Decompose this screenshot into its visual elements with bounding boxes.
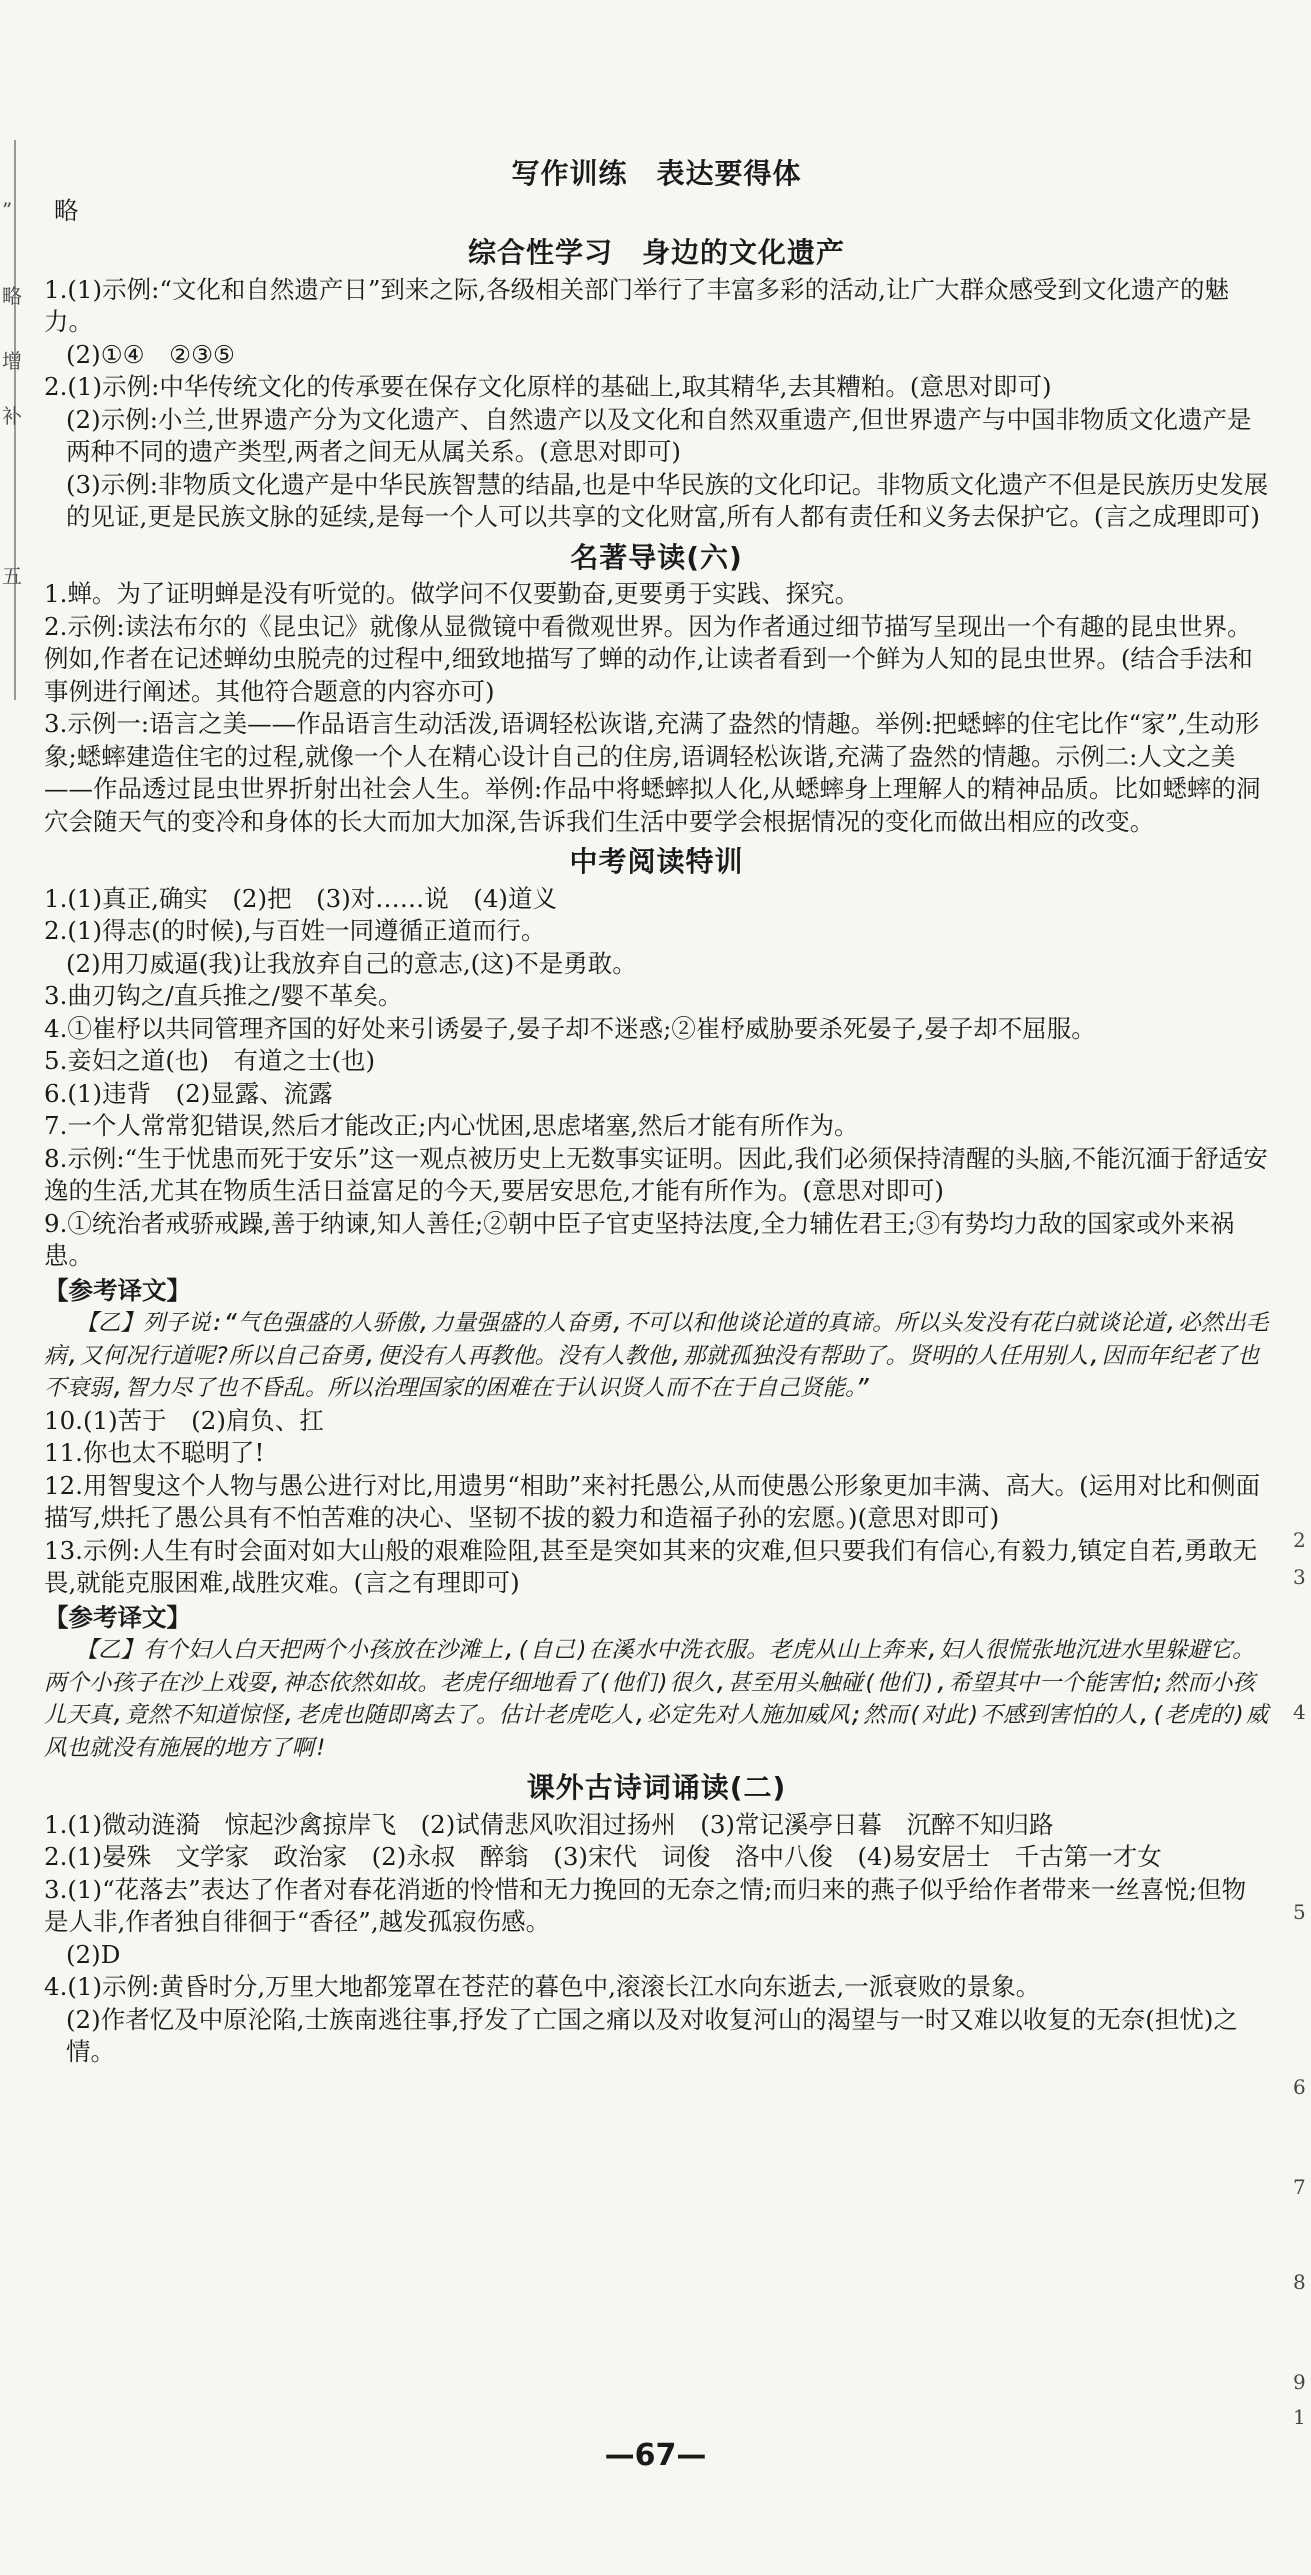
answer-item: 3.曲刃钩之/直兵推之/婴不革矣。 — [44, 981, 403, 1010]
answer-item: 5.妾妇之道(也) 有道之士(也) — [44, 1046, 376, 1075]
right-fragment: 1 — [1293, 2405, 1306, 2429]
answer-item: 13.示例:人生有时会面对如大山般的艰难险阻,甚至是突如其来的灾难,但只要我们有信心,有毅力,镇定自若,勇敢无畏,就能克服困难,战胜灾难。(言之有理即可) — [44, 1535, 1258, 1597]
section-title: 课外古诗词诵读(二) — [526, 1771, 787, 1804]
section-title: 写作训练 表达要得体 — [511, 157, 802, 190]
section-note: 略 — [54, 195, 79, 225]
answer-item: 1.(1)微动涟漪 惊起沙禽掠岸飞 (2)试倩悲风吹泪过扬州 (3)常记溪亭日暮 沉醉不知归路 — [44, 1809, 1054, 1839]
left-fragment: 略 — [2, 284, 22, 308]
right-fragment: 5 — [1293, 1900, 1306, 1924]
section-writing — [44, 158, 1269, 227]
reference-translation-text: 【乙】列子说:“气色强盛的人骄傲,力量强盛的人奋勇,不可以和他谈论道的真谛。所以头发没有花白就谈论道,必然出毛病,又何况行道呢?所以自己奋勇,便没有人再教他。没有人教他,那就孤独没有帮助了。贤明的人任用别人,因而年纪老了也不衰弱,智力尽了也不昏乱。所以治理国家的困难在于认识贤人而不在于自己贤能。” — [44, 1310, 1269, 1401]
section-cultural-heritage — [44, 237, 1269, 534]
section-classic-reading — [44, 542, 1269, 839]
answer-item: (2)①④ ②③⑤ — [66, 339, 236, 369]
right-margin-fragments — [1287, 0, 1311, 2575]
answer-item: 9.①统治者戒骄戒躁,善于纳谏,知人善任;②朝中臣子官吏坚持法度,全力辅佐君王;③有势均力敌的国家或外来祸患。 — [44, 1208, 1235, 1270]
section-title: 名著导读(六) — [570, 540, 743, 574]
answer-item: 6.(1)违背 (2)显露、流露 — [44, 1078, 333, 1108]
right-fragment: 2 — [1293, 1528, 1306, 1552]
reference-translation-text: 【乙】有个妇人白天把两个小孩放在沙滩上,(自己)在溪水中洗衣服。老虎从山上奔来,妇人很慌张地沉进水里躲避它。两个小孩子在沙上戏耍,神态依然如故。老虎仔细地看了(他们)很久,甚至用头触碰(他们),希望其中一个能害怕;然而小孩儿天真,竟然不知道惊怪,老虎也随即离去了。估计老虎吃人,必定先对人施加威风;然而(对此)不感到害怕的人,(老虎的)威风也就没有施展的地方了啊! — [44, 1637, 1269, 1761]
answer-item: (2)D — [66, 1939, 121, 1969]
answer-item: 2.(1)晏殊 文学家 政治家 (2)永叔 醉翁 (3)宋代 词俊 洛中八俊 (4)易安居士 千古第一才女 — [44, 1842, 1162, 1871]
answer-item: 4.(1)示例:黄昏时分,万里大地都笼罩在苍茫的暮色中,滚滚长江水向东逝去,一派衰败的景象。 — [44, 1972, 1041, 2001]
answer-item: 3.示例一:语言之美——作品语言生动活泼,语调轻松诙谐,充满了盎然的情趣。举例:把蟋蟀的住宅比作“家”,生动形象;蟋蟀建造住宅的过程,就像一个人在精心设计自己的住房,语调轻松诙谐,充满了盎然的情趣。示例二:人文之美——作品透过昆虫世界折射出社会人生。举例:作品中将蟋蟀拟人化,从蟋蟀身上理解人的精神品质。比如蟋蟀的洞穴会随天气的变冷和身体的长大而加大加深,告诉我们生活中要学会根据情况的变化而做出相应的改变。 — [44, 709, 1261, 836]
page-number: —67— — [604, 2438, 707, 2473]
answer-item: 2.示例:读法布尔的《昆虫记》就像从显微镜中看微观世界。因为作者通过细节描写呈现出一个有趣的昆虫世界。例如,作者在记述蝉幼虫脱壳的过程中,细致地描写了蝉的动作,让读者看到一个鲜为人知的昆虫世界。(结合手法和事例进行阐述。其他符合题意的内容亦可) — [44, 611, 1253, 706]
section-title: 综合性学习 身边的文化遗产 — [467, 236, 845, 269]
answer-item: (2)示例:小兰,世界遗产分为文化遗产、自然遗产以及文化和自然双重遗产,但世界遗产与中国非物质文化遗产是两种不同的遗产类型,两者之间无从属关系。(意思对即可) — [66, 404, 1252, 466]
answer-item: 8.示例:“生于忧患而死于安乐”这一观点被历史上无数事实证明。因此,我们必须保持清醒的头脑,不能沉湎于舒适安逸的生活,尤其在物质生活日益富足的今天,要居安思危,才能有所作为。(意思对即可) — [44, 1143, 1268, 1205]
answer-key-page — [44, 150, 1269, 2069]
left-fragment: 补 — [2, 404, 22, 428]
right-fragment: 6 — [1293, 2075, 1306, 2099]
answer-item: 1.蝉。为了证明蝉是没有听觉的。做学问不仅要勤奋,更要勇于实践、探究。 — [44, 579, 860, 608]
answer-item: 4.①崔杼以共同管理齐国的好处来引诱晏子,晏子却不迷惑;②崔杼威胁要杀死晏子,晏子却不屈服。 — [44, 1013, 1096, 1043]
right-fragment: 3 — [1293, 1565, 1306, 1589]
answer-item: 10.(1)苦于 (2)肩负、扛 — [44, 1405, 324, 1435]
answer-item: 2.(1)得志(的时候),与百姓一同遵循正道而行。 — [44, 916, 546, 945]
answer-item: 12.用智叟这个人物与愚公进行对比,用遗男“相助”来衬托愚公,从而使愚公形象更加丰满、高大。(运用对比和侧面描写,烘托了愚公具有不怕苦难的决心、坚韧不拔的毅力和造福子孙的宏愿。)(意思对即可) — [44, 1470, 1261, 1532]
reference-translation-label: 【参考译文】 — [44, 1275, 191, 1305]
reference-translation-label: 【参考译文】 — [44, 1602, 191, 1632]
section-title: 中考阅读特训 — [569, 845, 744, 878]
right-fragment: 8 — [1293, 2270, 1306, 2294]
answer-item: (2)用刀威逼(我)让我放弃自己的意志,(这)不是勇敢。 — [66, 948, 637, 978]
answer-item: 3.(1)“花落去”表达了作者对春花消逝的怜惜和无力挽回的无奈之情;而归来的燕子似乎给作者带来一丝喜悦;但物是人非,作者独自徘徊于“香径”,越发孤寂伤感。 — [44, 1874, 1247, 1936]
left-fragment: 增 — [2, 349, 22, 373]
right-fragment: 7 — [1293, 2175, 1306, 2199]
left-fragment: ” — [2, 198, 13, 222]
answer-item: (2)作者忆及中原沦陷,士族南逃往事,抒发了亡国之痛以及对收复河山的渴望与一时又难以收复的无奈(担忧)之情。 — [66, 2004, 1238, 2066]
answer-item: (3)示例:非物质文化遗产是中华民族智慧的结晶,也是中华民族的文化印记。非物质文化遗产不但是民族历史发展的见证,更是民族文脉的延续,是每一个人可以共享的文化财富,所有人都有责任和义务去保护它。(言之成理即可) — [66, 469, 1269, 531]
left-fragment: 五 — [2, 564, 22, 588]
answer-item: 1.(1)示例:“文化和自然遗产日”到来之际,各级相关部门举行了丰富多彩的活动,让广大群众感受到文化遗产的魅力。 — [44, 274, 1229, 336]
left-margin-fragments — [0, 0, 24, 2575]
answer-item: 7.一个人常常犯错误,然后才能改正;内心忧困,思虑堵塞,然后才能有所作为。 — [44, 1111, 859, 1140]
answer-item: 11.你也太不聪明了! — [44, 1438, 265, 1467]
answer-item: 1.(1)真正,确实 (2)把 (3)对……说 (4)道义 — [44, 883, 557, 913]
section-exam-reading — [44, 846, 1269, 1764]
right-fragment: 4 — [1293, 1700, 1306, 1724]
right-fragment: 9 — [1293, 2370, 1306, 2394]
answer-item: 2.(1)示例:中华传统文化的传承要在保存文化原样的基础上,取其精华,去其糟粕。(意思对即可) — [44, 372, 1052, 401]
section-extra-poetry — [44, 1772, 1269, 2069]
